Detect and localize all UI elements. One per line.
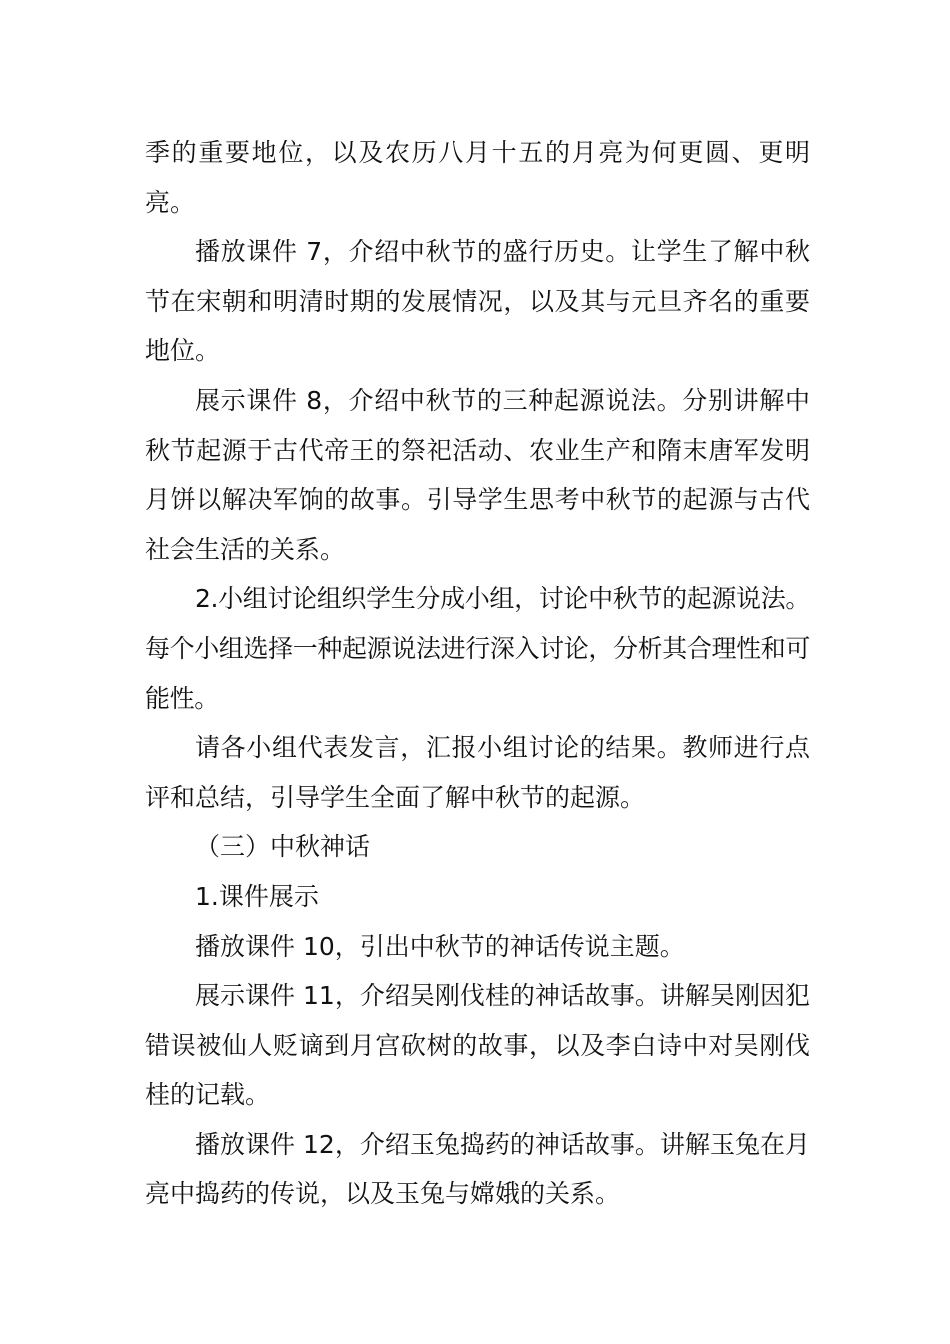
paragraph-2: 播放课件 7，介绍中秋节的盛行历史。让学生了解中秋节在宋朝和明清时期的发展情况，以及其与元旦齐名的重要地位。 bbox=[145, 237, 810, 366]
paragraph-10: 播放课件 12，介绍玉兔捣药的神话故事。讲解玉兔在月亮中捣药的传说，以及玉兔与嫦娥的关系。 bbox=[145, 1129, 810, 1209]
section-heading: （三）中秋神话 bbox=[195, 832, 371, 862]
paragraph-5: 请各小组代表发言，汇报小组讨论的结果。教师进行点评和总结，引导学生全面了解中秋节的起源。 bbox=[145, 733, 810, 812]
paragraph-4: 2.小组讨论组织学生分成小组，讨论中秋节的起源说法。每个小组选择一种起源说法进行深入讨论，分析其合理性和可能性。 bbox=[145, 584, 810, 713]
sub-heading: 1.课件展示 bbox=[195, 881, 319, 911]
paragraph-8: 播放课件 10，引出中秋节的神话传说主题。 bbox=[195, 931, 685, 961]
paragraph-3: 展示课件 8，介绍中秋节的三种起源说法。分别讲解中秋节起源于古代帝王的祭祀活动、农业生产和隋末唐军发明月饼以解决军饷的故事。引导学生思考中秋节的起源与古代社会生活的关系。 bbox=[145, 385, 810, 564]
paragraph-1: 季的重要地位，以及农历八月十五的月亮为何更圆、更明亮。 bbox=[145, 138, 810, 217]
paragraph-9: 展示课件 11，介绍吴刚伐桂的神话故事。讲解吴刚因犯错误被仙人贬谪到月宫砍树的故事，以及李白诗中对吴刚伐桂的记载。 bbox=[145, 981, 810, 1110]
document-page bbox=[145, 128, 810, 1219]
